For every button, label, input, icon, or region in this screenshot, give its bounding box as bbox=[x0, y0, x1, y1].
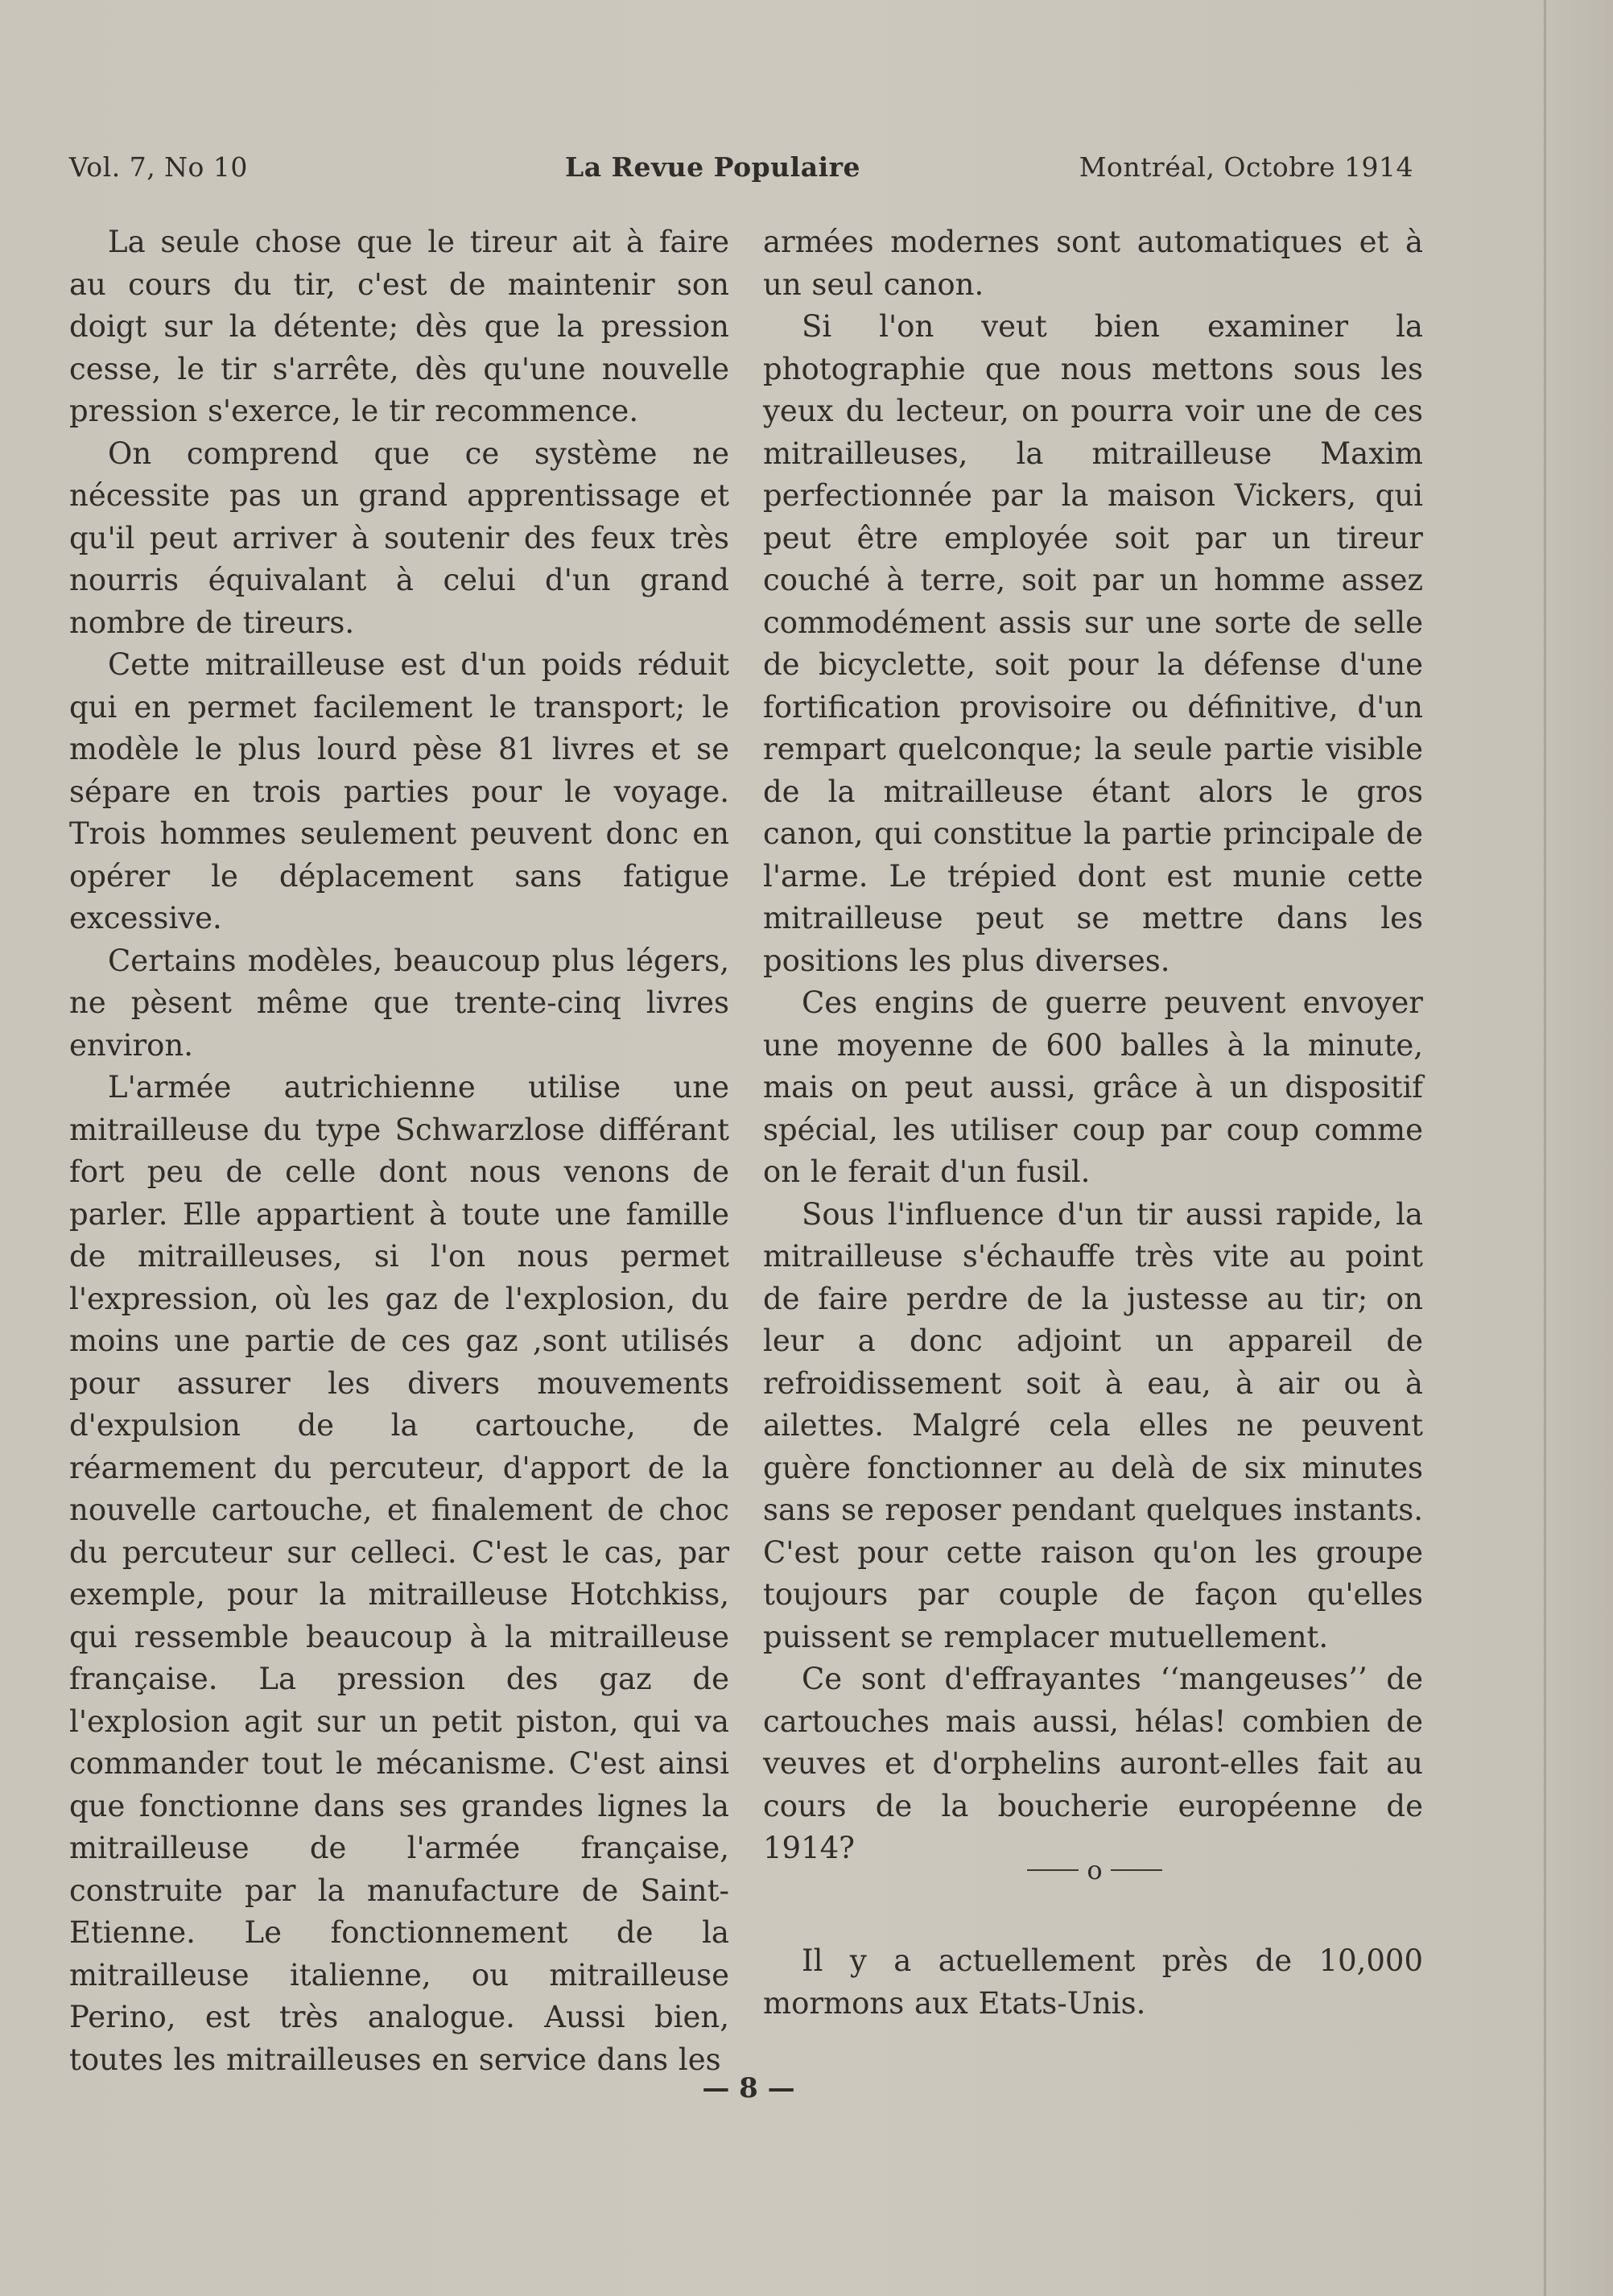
paragraph: L'armée autrichienne utilise une mitrailleuse du type Schwarzlose différant fort peu de celle dont nous venons de parler. Elle appartient à toute une famille de mitrailleuses, si l'on nous permet l'expression, où les gaz de l'explosion, du moins une partie de ces gaz ,sont utilisés pour assurer les divers mouvements d'expulsion de la cartouche, de réarmement du percuteur, d'apport de la nouvelle cartouche, et finalement de choc du percuteur sur celleci. C'est le cas, par exemple, pour la mitrailleuse Hotchkiss, qui ressemble beaucoup à la mitrailleuse française. La pression des gaz de l'explosion agit sur un petit piston, qui va commander tout le mécanisme. C'est ainsi que fonctionne dans ses grandes lignes la mitrailleuse de l'armée française, construite par la manufacture de Saint-Etienne. Le fonctionnement de la mitrailleuse italienne, ou mitrailleuse Perino, est très analogue. Aussi bien, toutes les mitrailleuses en service dans les bbox=[69, 1070, 729, 2077]
running-header bbox=[69, 151, 1413, 192]
paragraph: Ces engins de guerre peuvent envoyer une moyenne de 600 balles à la minute, mais on peut aussi, grâce à un dispositif spécial, les utiliser coup par coup comme on le ferait d'un fusil. bbox=[763, 985, 1423, 1189]
page-number: — 8 — bbox=[702, 2072, 795, 2104]
paragraph: Certains modèles, beaucoup plus légers, ne pèsent même que trente-cinq livres environ. bbox=[69, 943, 729, 1063]
left-column bbox=[69, 221, 729, 2081]
note-paragraph: Il y a actuellement près de 10,000 mormons aux Etats-Unis. bbox=[763, 1943, 1423, 2021]
paragraph: On comprend que ce système ne nécessite pas un grand apprentissage et qu'il peut arriver à soutenir des feux très nourris équivalant à celui d'un grand nombre de tireurs. bbox=[69, 436, 729, 640]
right-column bbox=[763, 221, 1423, 1870]
separator-rule bbox=[1027, 1869, 1079, 1871]
paragraph-continued: armées modernes sont automatiques et à un seul canon. bbox=[763, 225, 1423, 302]
page-edge bbox=[1544, 0, 1546, 2296]
separator-mark: o bbox=[1087, 1855, 1103, 1885]
paragraph: La seule chose que le tireur ait à faire au cours du tir, c'est de maintenir son doigt sur la détente; dès que la pression cesse, le tir s'arrête, dès qu'une nouvelle pression s'exerce, le tir recommence. bbox=[69, 225, 729, 428]
place-date: Montréal, Octobre 1914 bbox=[1079, 151, 1413, 183]
section-separator bbox=[1006, 1854, 1183, 1886]
journal-title: La Revue Populaire bbox=[565, 151, 860, 183]
paragraph: Ce sont d'effrayantes ‘‘mangeuses’’ de cartouches mais aussi, hélas! combien de veuves et d'orphelins auront-elles fait au cours de la boucherie européenne de 1914? bbox=[763, 1662, 1423, 1865]
paragraph: Si l'on veut bien examiner la photographie que nous mettons sous les yeux du lecteur, on pourra voir une de ces mitrailleuses, la mitrailleuse Maxim perfectionnée par la maison Vickers, qui peut être employée soit par un tireur couché à terre, soit par un homme assez commodément assis sur une sorte de selle de bicyclette, soit pour la défense d'une fortification provisoire ou définitive, d'un rempart quelconque; la seule partie visible de la mitrailleuse étant alors le gros canon, qui constitue la partie principale de l'arme. Le trépied dont est munie cette mitrailleuse peut se mettre dans les positions les plus diverses. bbox=[763, 309, 1423, 978]
filler-note bbox=[763, 1940, 1423, 2025]
separator-rule bbox=[1111, 1869, 1162, 1871]
paragraph: Cette mitrailleuse est d'un poids réduit qui en permet facilement le transport; le modèle le plus lourd pèse 81 livres et se sépare en trois parties pour le voyage. Trois hommes seulement peuvent donc en opérer le déplacement sans fatigue excessive. bbox=[69, 647, 729, 935]
volume-number: Vol. 7, No 10 bbox=[69, 151, 248, 183]
paragraph: Sous l'influence d'un tir aussi rapide, la mitrailleuse s'échauffe très vite au point de faire perdre de la justesse au tir; on leur a donc adjoint un appareil de refroidissement soit à eau, à air ou à ailettes. Malgré cela elles ne peuvent guère fonctionner au delà de six minutes sans se reposer pendant quelques instants. C'est pour cette raison qu'on les groupe toujours par couple de façon qu'elles puissent se remplacer mutuellement. bbox=[763, 1196, 1423, 1654]
